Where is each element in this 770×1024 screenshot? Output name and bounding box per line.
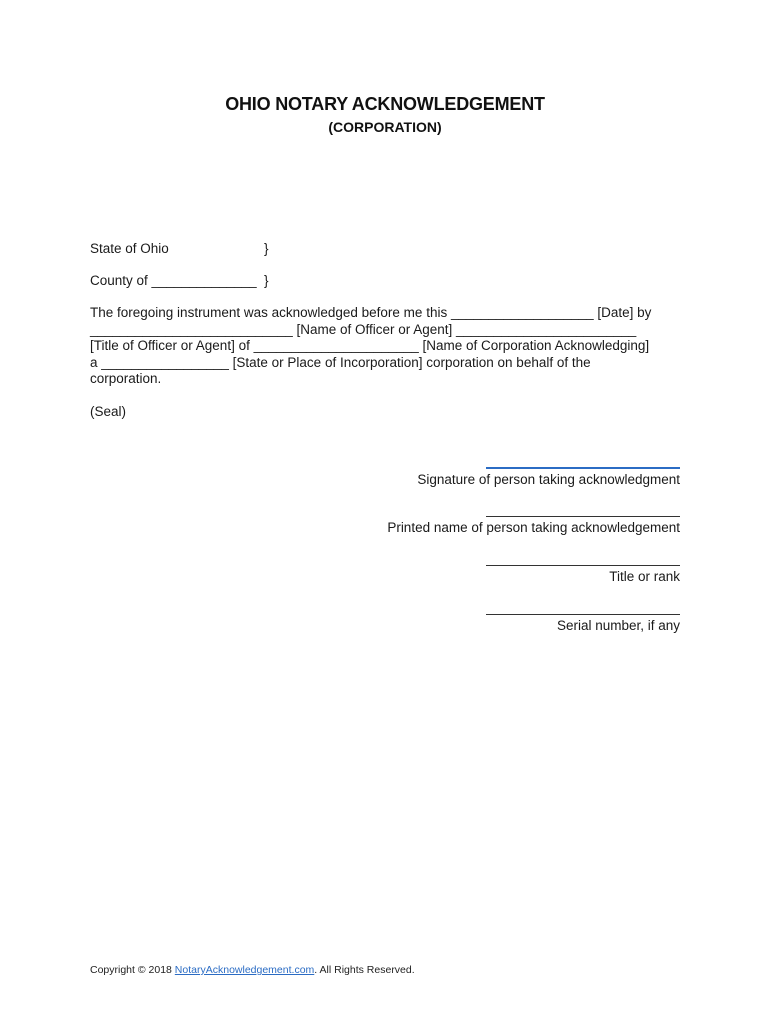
seal-label: (Seal) bbox=[90, 404, 127, 419]
copyright-footer bbox=[90, 964, 415, 976]
paragraph-line: corporation. bbox=[90, 371, 162, 387]
state-line: State of Ohio bbox=[90, 241, 169, 256]
printed-name-line[interactable] bbox=[486, 505, 680, 517]
signature-block bbox=[280, 456, 680, 487]
footer-suffix: . All Rights Reserved. bbox=[314, 964, 415, 976]
paragraph-line: [Title of Officer or Agent] of ______________________ [Name of Corporation Acknowledging] bbox=[90, 338, 650, 354]
county-brace: } bbox=[264, 273, 269, 288]
title-rank-block bbox=[280, 554, 680, 584]
title-rank-line[interactable] bbox=[486, 554, 680, 566]
county-line: County of ______________ bbox=[90, 273, 257, 288]
signature-label: Signature of person taking acknowledgment bbox=[417, 472, 680, 487]
document-subtitle: (CORPORATION) bbox=[328, 119, 442, 135]
printed-name-label: Printed name of person taking acknowledgement bbox=[387, 520, 680, 535]
serial-number-label: Serial number, if any bbox=[556, 618, 680, 633]
paragraph-line: The foregoing instrument was acknowledged before me this ___________________ [Date] by bbox=[90, 305, 652, 320]
paragraph-line: a _________________ [State or Place of Incorporation] corporation on behalf of the bbox=[90, 354, 591, 370]
signature-line[interactable] bbox=[486, 456, 680, 469]
state-brace: } bbox=[264, 241, 269, 256]
acknowledgement-paragraph bbox=[90, 305, 690, 388]
footer-link[interactable]: NotaryAcknowledgement.com bbox=[174, 964, 315, 976]
footer-prefix: Copyright © 2018 bbox=[90, 964, 175, 976]
paragraph-line: ___________________________ [Name of Officer or Agent] ________________________ bbox=[90, 321, 637, 337]
serial-number-line[interactable] bbox=[486, 603, 680, 615]
printed-name-block bbox=[280, 505, 680, 535]
title-rank-label: Title or rank bbox=[609, 569, 680, 584]
serial-number-block bbox=[280, 603, 680, 633]
document-title: OHIO NOTARY ACKNOWLEDGEMENT bbox=[225, 94, 545, 114]
